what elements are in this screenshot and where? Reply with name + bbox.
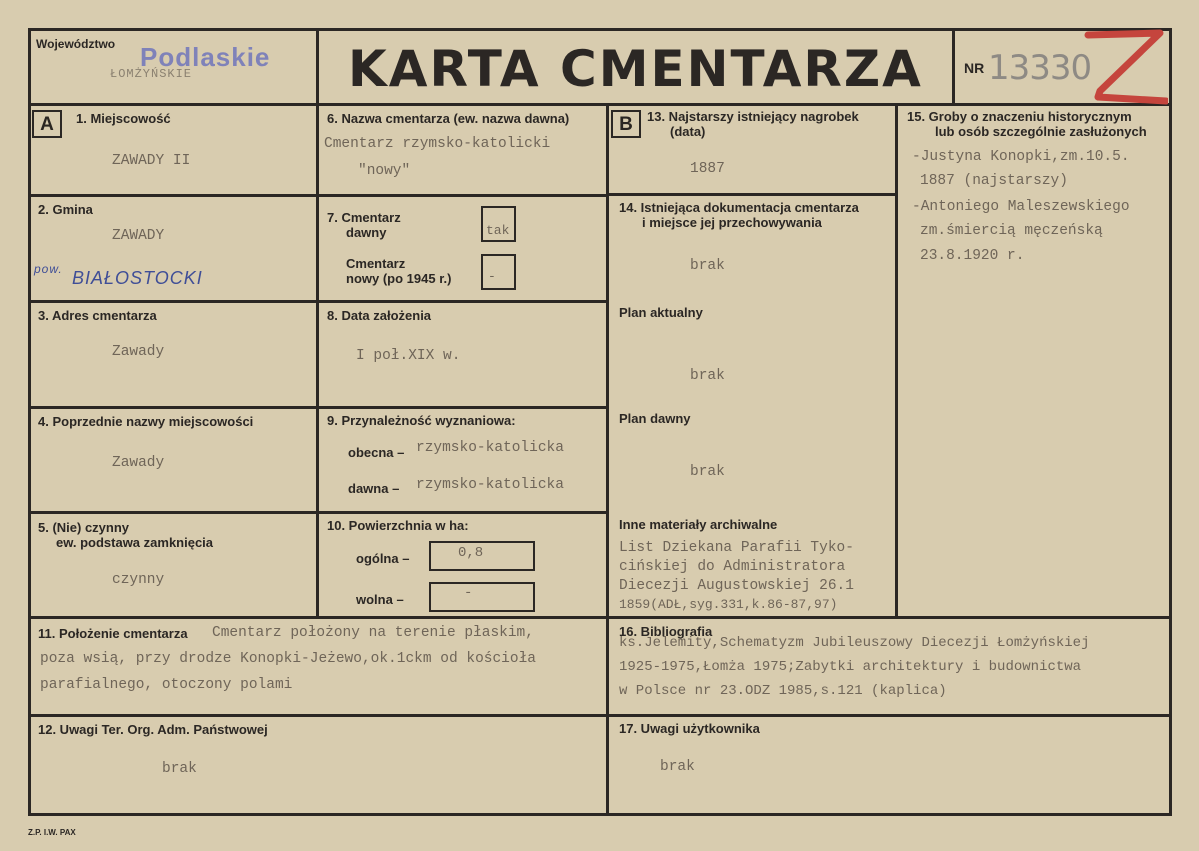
field-15-line-5: 23.8.1920 r. — [920, 248, 1025, 264]
field-14-value: brak — [690, 258, 725, 274]
field-7-dawny-value: tak — [486, 223, 510, 238]
header-bottom-line — [28, 103, 1172, 106]
row-line-5 — [28, 616, 1172, 619]
inne-line-1: List Dziekana Parafii Tyko- — [619, 540, 854, 556]
section-b-marker: B — [611, 110, 641, 138]
field-12-label: 12. Uwagi Ter. Org. Adm. Państwowej — [38, 722, 268, 737]
frame-bottom-line — [28, 813, 1172, 816]
field-4-value: Zawady — [112, 455, 165, 471]
field-5-value: czynny — [112, 572, 165, 588]
field-10-wolna-label: wolna – — [356, 592, 404, 607]
field-13-label-1: 13. Najstarszy istniejący nagrobek — [647, 109, 859, 124]
row-line-13 — [606, 193, 898, 196]
field-7-dawny-label-2: dawny — [346, 225, 387, 240]
nr-label: NR — [964, 60, 985, 76]
field-2-value: ZAWADY — [112, 228, 165, 244]
inne-line-3: Diecezji Augustowskiej 26.1 — [619, 578, 854, 594]
field-11-label: 11. Położenie cmentarza — [38, 626, 188, 641]
inne-materialy-label: Inne materiały archiwalne — [619, 517, 778, 532]
field-1-label: 1. Miejscowość — [76, 111, 171, 126]
field-9-dawna-value: rzymsko-katolicka — [416, 477, 564, 493]
field-17-label: 17. Uwagi użytkownika — [619, 721, 760, 736]
field-15-line-2: 1887 (najstarszy) — [920, 173, 1068, 189]
field-3-value: Zawady — [112, 344, 165, 360]
row-line-4 — [28, 511, 609, 514]
field-2-label: 2. Gmina — [38, 202, 93, 217]
field-9-label: 9. Przynależność wyznaniowa: — [327, 413, 516, 428]
field-15-line-3: -Antoniego Maleszewskiego — [912, 199, 1130, 215]
nr-value: 13330 — [988, 48, 1092, 88]
field-16-label: 16. Bibliografia — [619, 624, 713, 639]
field-5-label-2: ew. podstawa zamknięcia — [56, 535, 214, 550]
grid-col-1 — [316, 103, 319, 619]
field-15-label-2: lub osób szczególnie zasłużonych — [935, 124, 1147, 139]
field-9-obecna-value: rzymsko-katolicka — [416, 440, 564, 456]
printer-mark: Z.P. I.W. PAX — [28, 828, 76, 837]
field-13-label-2: (data) — [670, 124, 706, 139]
field-15-line-1: -Justyna Konopki,zm.10.5. — [912, 149, 1130, 165]
field-10-ogolna-value: 0,8 — [458, 545, 484, 561]
field-3-label: 3. Adres cmentarza — [38, 308, 157, 323]
plan-aktualny-value: brak — [690, 368, 725, 384]
header-divider-2 — [952, 28, 955, 106]
field-4-label: 4. Poprzednie nazwy miejscowości — [38, 414, 254, 429]
field-2-pow-prefix: pow. — [34, 262, 63, 276]
inne-line-2: cińskiej do Administratora — [619, 559, 846, 575]
field-9-obecna-label: obecna – — [348, 445, 405, 460]
field-6-label: 6. Nazwa cmentarza (ew. nazwa dawna) — [327, 111, 570, 126]
wojewodztwo-old: ŁOMŻYŃSKIE — [110, 67, 193, 81]
field-17-value: brak — [660, 759, 695, 775]
frame-right-line — [1169, 28, 1172, 816]
plan-aktualny-label: Plan aktualny — [619, 305, 703, 320]
field-16-line-3: w Polsce nr 23.ODZ 1985,s.121 (kaplica) — [619, 683, 947, 699]
red-z-stroke — [1088, 33, 1166, 101]
field-11-line-3: parafialnego, otoczony polami — [40, 677, 293, 693]
wojewodztwo-label: Województwo — [36, 37, 116, 51]
inne-line-4: 1859(ADŁ,syg.331,k.86-87,97) — [619, 597, 838, 612]
field-11-line-2: poza wsią, przy drodze Konopki-Jeżewo,ok.1ckm od kościoła — [40, 651, 536, 667]
grid-col-3 — [895, 103, 898, 619]
section-a-marker: A — [32, 110, 62, 138]
red-z-mark — [1078, 27, 1168, 107]
field-15-line-4: zm.śmiercią męczeńską — [920, 223, 1103, 239]
field-7-nowy-label-1: Cmentarz — [346, 256, 406, 271]
field-13-value: 1887 — [690, 161, 725, 177]
row-line-1 — [28, 194, 609, 197]
field-6-value-2: "nowy" — [358, 163, 411, 179]
field-7-nowy-box — [481, 254, 516, 290]
field-5-label-1: 5. (Nie) czynny — [38, 520, 130, 535]
field-16-line-1: ks.Jelemity,Schematyzm Jubileuszowy Diecezji Łomżyńskiej — [619, 635, 1090, 651]
header-divider-1 — [316, 28, 319, 106]
field-2-pow-value: BIAŁOSTOCKI — [72, 268, 203, 288]
plan-dawny-label: Plan dawny — [619, 411, 691, 426]
field-1-value: ZAWADY II — [112, 153, 191, 169]
field-16-line-2: 1925-1975,Łomża 1975;Zabytki architektury i budownictwa — [619, 659, 1082, 675]
field-14-label-1: 14. Istniejąca dokumentacja cmentarza — [619, 200, 859, 215]
field-14-label-2: i miejsce jej przechowywania — [642, 215, 822, 230]
plan-dawny-value: brak — [690, 464, 725, 480]
field-7-dawny-label-1: 7. Cmentarz — [327, 210, 401, 225]
frame-top-line — [28, 28, 1172, 31]
row-line-3 — [28, 406, 609, 409]
field-11-line-1: Cmentarz położony na terenie płaskim, — [212, 625, 534, 641]
field-6-value-1: Cmentarz rzymsko-katolicki — [324, 136, 551, 152]
field-10-label: 10. Powierzchnia w ha: — [327, 518, 469, 533]
card-title: KARTA CMENTARZA — [348, 40, 923, 98]
field-10-wolna-box — [429, 582, 535, 612]
frame-left-line — [28, 28, 31, 816]
field-12-value: brak — [162, 761, 197, 777]
grid-col-2 — [606, 103, 609, 816]
wojewodztwo-stamp: Podlaskie — [140, 42, 271, 72]
field-15-label-1: 15. Groby o znaczeniu historycznym — [907, 109, 1132, 124]
row-line-6 — [28, 714, 1172, 717]
field-9-dawna-label: dawna – — [348, 481, 400, 496]
field-10-ogolna-label: ogólna – — [356, 551, 410, 566]
row-line-2 — [28, 300, 609, 303]
field-8-label: 8. Data założenia — [327, 308, 432, 323]
field-7-nowy-label-2: nowy (po 1945 r.) — [346, 271, 452, 286]
field-7-nowy-value: - — [488, 269, 496, 284]
field-10-wolna-value: - — [464, 585, 473, 601]
field-8-value: I poł.XIX w. — [356, 348, 461, 364]
